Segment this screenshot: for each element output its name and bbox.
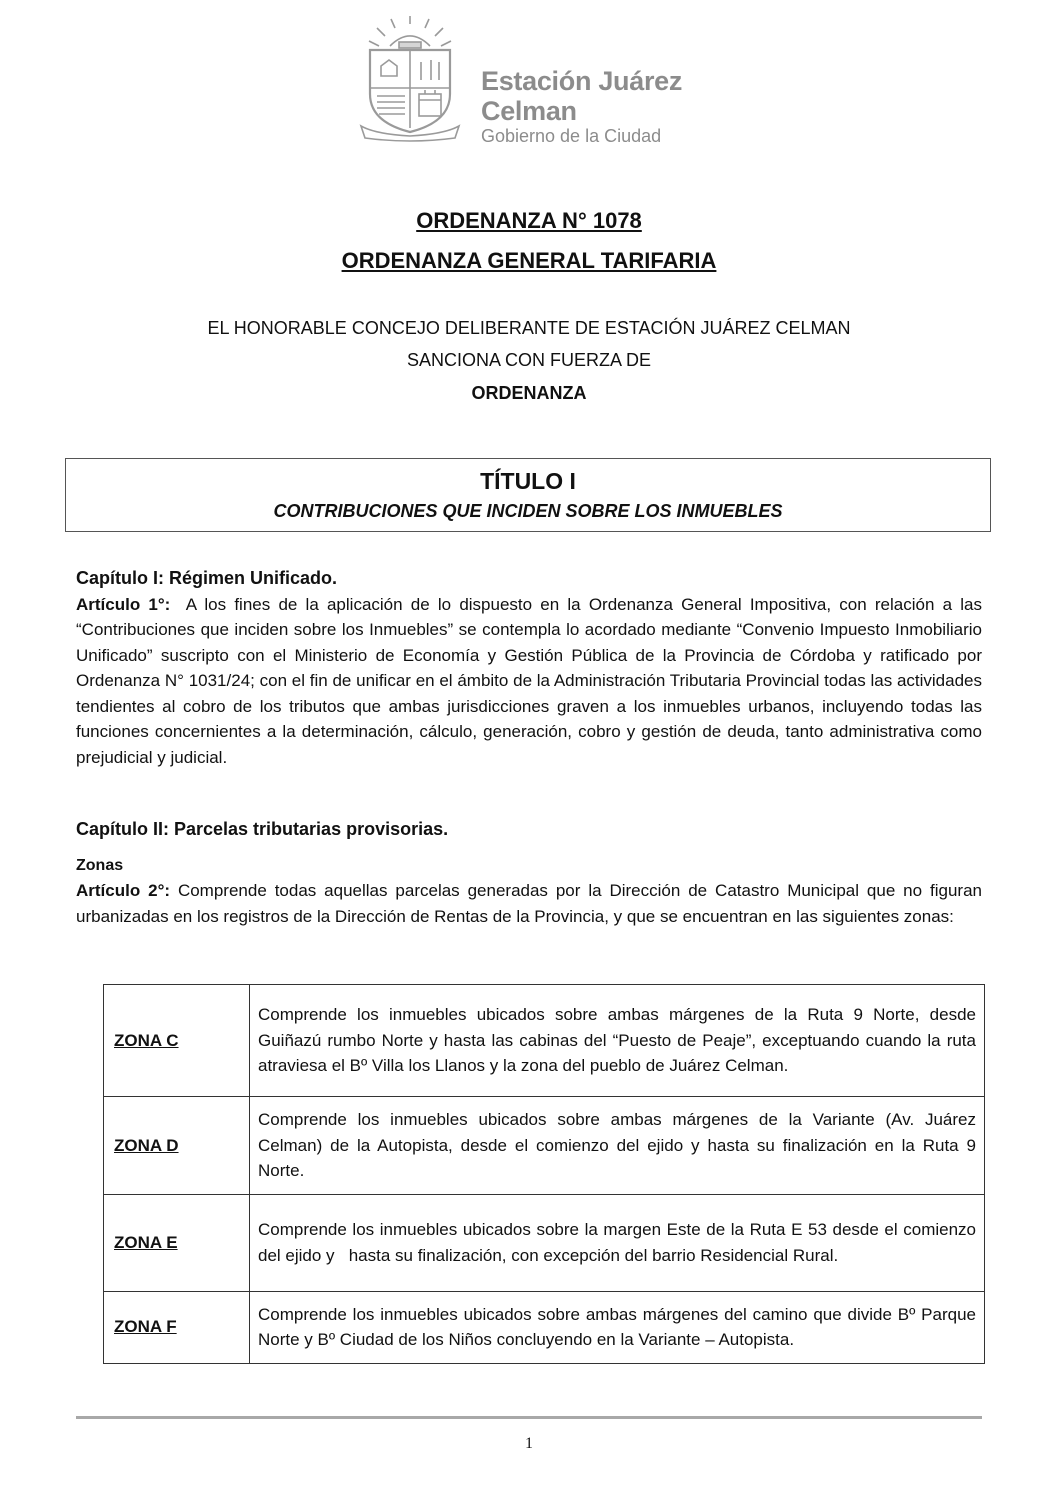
capitulo-1-heading: Capítulo I: Régimen Unificado. bbox=[76, 568, 338, 588]
municipal-crest-icon bbox=[355, 14, 465, 142]
ordinance-number: ORDENANZA N° 1078 bbox=[416, 208, 642, 233]
table-row bbox=[104, 1194, 985, 1291]
articulo-2-label: Artículo 2°: bbox=[76, 881, 171, 900]
zona-description: Comprende los inmuebles ubicados sobre ambas márgenes de la Variante (Av. Juárez Celman) de la Autopista, desde el comienzo del ejido y hasta su finalización en la Ruta 9 Norte. bbox=[250, 1097, 985, 1195]
capitulo-2 bbox=[76, 817, 982, 929]
zona-label: ZONA D bbox=[104, 1097, 250, 1195]
titulo-subheading: CONTRIBUCIONES QUE INCIDEN SOBRE LOS INMUEBLES bbox=[273, 501, 783, 521]
brand-subtitle: Gobierno de la Ciudad bbox=[481, 126, 662, 146]
letterhead bbox=[355, 14, 715, 144]
table-row bbox=[104, 985, 985, 1097]
sanction-line-2: SANCIONA CON FUERZA DE bbox=[406, 350, 652, 370]
articulo-1-text: A los fines de la aplicación de lo dispuesto en la Ordenanza General Impositiva, con relación a las “Contribuciones que inciden sobre los Inmuebles” se contempla lo acordado mediante “Convenio Impuesto Inmobiliario Unificado” suscripto con el Ministerio de Economía y Gestión Pública de la Provincia de Córdoba y ratificado por Ordenanza N° 1031/24; con el fin de unificar en el ámbito de la Administración Tributaria Provincial todas las actividades tendientes al cobro de los tributos que ambas jurisdicciones graven a los inmuebles urbanos, incluyendo todas las funciones concernientes a la determinación, cálculo, generación, cobro y gestión de deuda, tanto administrativa como prejudicial y judicial. bbox=[76, 594, 987, 767]
articulo-1 bbox=[76, 592, 987, 771]
brand-name: Estación Juárez Celman bbox=[481, 66, 683, 126]
zona-description: Comprende los inmuebles ubicados sobre ambas márgenes del camino que divide Bº Parque Norte y Bº Ciudad de los Niños concluyendo en la Variante – Autopista. bbox=[250, 1291, 985, 1363]
ordinance-title: ORDENANZA GENERAL TARIFARIA bbox=[341, 248, 717, 273]
titulo-heading: TÍTULO I bbox=[480, 468, 576, 494]
articulo-2 bbox=[76, 878, 982, 929]
capitulo-1 bbox=[76, 566, 987, 770]
sanction-line-3: ORDENANZA bbox=[471, 383, 587, 403]
articulo-2-text: Comprende todas aquellas parcelas generadas por la Dirección de Catastro Municipal que no figuran urbanizadas en los registros de la Dirección de Rentas de la Provincia, y que se encuentran en las siguientes zonas: bbox=[76, 881, 982, 926]
zonas-table bbox=[103, 984, 985, 1364]
sanction-line-1: EL HONORABLE CONCEJO DELIBERANTE DE ESTACIÓN JUÁREZ CELMAN bbox=[207, 318, 851, 338]
table-row bbox=[104, 1291, 985, 1363]
articulo-1-label: Artículo 1°: bbox=[76, 594, 171, 614]
zona-description: Comprende los inmuebles ubicados sobre la margen Este de la Ruta E 53 desde el comienzo del ejido y hasta su finalización, con excepción del barrio Residencial Rural. bbox=[250, 1194, 985, 1291]
titulo-box bbox=[65, 458, 991, 532]
zonas-subheading: Zonas bbox=[76, 856, 124, 874]
table-row bbox=[104, 1097, 985, 1195]
footer-divider bbox=[76, 1416, 982, 1419]
zona-label: ZONA C bbox=[104, 985, 250, 1097]
capitulo-2-heading: Capítulo II: Parcelas tributarias provisorias. bbox=[76, 819, 449, 839]
zona-label: ZONA E bbox=[104, 1194, 250, 1291]
zona-description: Comprende los inmuebles ubicados sobre ambas márgenes de la Ruta 9 Norte, desde Guiñazú rumbo Norte y hasta las cabinas del “Puesto de Peaje”, exceptuando cuando la ruta atraviesa el Bº Villa los Llanos y la zona del pueblo de Juárez Celman. bbox=[250, 985, 985, 1097]
zona-label: ZONA F bbox=[104, 1291, 250, 1363]
page-number: 1 bbox=[525, 1435, 533, 1452]
